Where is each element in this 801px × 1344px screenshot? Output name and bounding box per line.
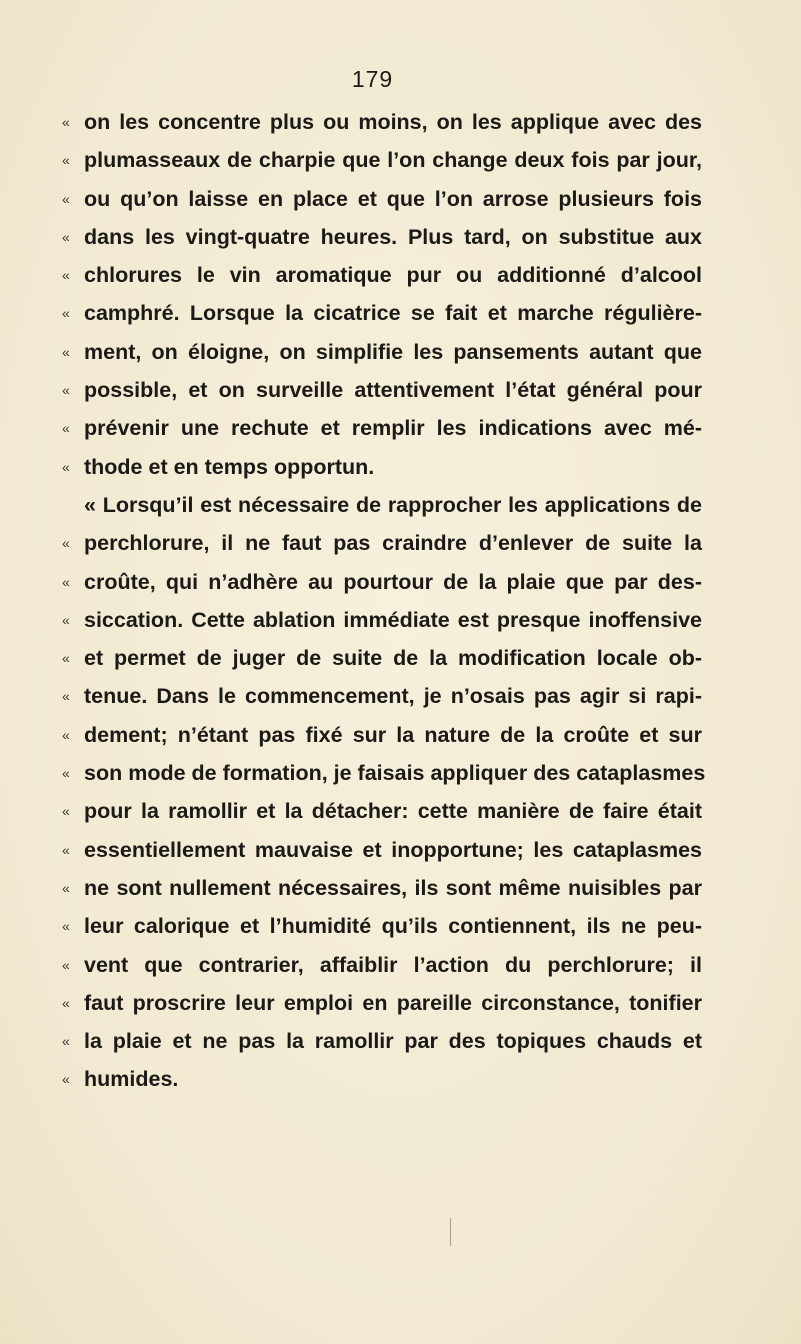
line-quote-mark: « <box>62 458 70 475</box>
line-text: camphré. Lorsque la cicatrice se fait et marche régulière- <box>84 301 702 326</box>
text-line <box>62 639 702 677</box>
text-line <box>62 716 702 754</box>
line-quote-mark: « <box>62 305 70 322</box>
text-line <box>62 409 702 447</box>
print-speck <box>450 1218 451 1246</box>
line-text: faut proscrire leur emploi en pareille circonstance, tonifier <box>84 990 702 1015</box>
line-text: possible, et on surveille attentivement l’état général pour <box>84 378 702 403</box>
text-line <box>62 218 702 256</box>
line-text: vent que contrarier, affaiblir l’action du perchlorure; il <box>84 952 702 977</box>
line-quote-mark: « <box>62 803 70 820</box>
text-line <box>62 141 702 179</box>
text-line <box>62 524 702 562</box>
text-line <box>62 563 702 601</box>
line-text: dans les vingt-quatre heures. Plus tard, on substitue aux <box>84 224 702 249</box>
text-line <box>62 601 702 639</box>
text-line <box>62 180 702 218</box>
text-line <box>62 256 702 294</box>
text-line <box>62 1060 702 1098</box>
line-text: dement; n’étant pas fixé sur la nature de la croûte et sur <box>84 722 702 747</box>
line-text: prévenir une rechute et remplir les indications avec mé- <box>84 416 702 441</box>
line-quote-mark: « <box>62 573 70 590</box>
line-quote-mark: « <box>62 688 70 705</box>
line-quote-mark: « <box>62 956 70 973</box>
text-line <box>62 754 706 792</box>
text-line <box>62 677 702 715</box>
line-quote-mark: « <box>62 879 70 896</box>
line-quote-mark: « <box>62 650 70 667</box>
line-quote-mark: « <box>62 228 70 245</box>
text-line <box>62 1022 702 1060</box>
line-text: chlorures le vin aromatique pur ou additionné d’alcool <box>84 263 702 288</box>
line-quote-mark: « <box>62 918 70 935</box>
text-line <box>62 869 702 907</box>
paragraph-start-line <box>62 486 702 524</box>
line-quote-mark: « <box>62 1033 70 1050</box>
line-text: leur calorique et l’humidité qu’ils contiennent, ils ne peu- <box>84 914 702 939</box>
line-text: « Lorsqu’il est nécessaire de rapprocher les applications de <box>84 492 702 517</box>
line-quote-mark: « <box>62 190 70 207</box>
page-number-text: 179 <box>351 66 394 92</box>
line-text: la plaie et ne pas la ramollir par des topiques chauds et <box>84 1029 702 1054</box>
line-quote-mark: « <box>62 994 70 1011</box>
text-line <box>62 946 702 984</box>
line-text: tenue. Dans le commencement, je n’osais pas agir si rapi- <box>84 684 702 709</box>
line-text: ment, on éloigne, on simplifie les pansements autant que <box>84 339 702 364</box>
line-text: ou qu’on laisse en place et que l’on arrose plusieurs fois <box>84 186 702 211</box>
text-line <box>62 792 702 830</box>
line-quote-mark: « <box>62 535 70 552</box>
text-line <box>62 907 702 945</box>
line-quote-mark: « <box>62 420 70 437</box>
line-text: croûte, qui n’adhère au pourtour de la plaie que par des- <box>84 569 702 594</box>
page-number <box>0 66 801 93</box>
text-line <box>62 333 702 371</box>
line-text: pour la ramollir et la détacher: cette manière de faire était <box>84 799 702 824</box>
text-line <box>62 371 702 409</box>
line-quote-mark: « <box>62 765 70 782</box>
body-text <box>62 103 706 1099</box>
text-line <box>62 103 702 141</box>
line-quote-mark: « <box>62 343 70 360</box>
line-quote-mark: « <box>62 1071 70 1088</box>
line-text: thode et en temps opportun. <box>84 454 375 479</box>
line-text: et permet de juger de suite de la modification locale ob- <box>84 646 702 671</box>
line-quote-mark: « <box>62 114 70 130</box>
line-text: plumasseaux de charpie que l’on change deux fois par jour, <box>84 148 702 173</box>
text-line <box>62 294 702 332</box>
line-text: essentiellement mauvaise et inopportune; les cataplasmes <box>84 837 702 862</box>
line-text: siccation. Cette ablation immédiate est presque inoffensive <box>84 607 702 632</box>
line-quote-mark: « <box>62 841 70 858</box>
text-line <box>62 831 702 869</box>
line-quote-mark: « <box>62 152 70 169</box>
text-line <box>62 984 702 1022</box>
line-quote-mark: « <box>62 726 70 743</box>
line-text: son mode de formation, je faisais appliquer des cataplasmes <box>84 761 706 786</box>
line-text: ne sont nullement nécessaires, ils sont même nuisibles par <box>84 875 702 900</box>
line-text: humides. <box>84 1067 179 1092</box>
text-line <box>62 448 702 486</box>
line-quote-mark: « <box>62 382 70 399</box>
line-quote-mark: « <box>62 611 70 628</box>
line-text: perchlorure, il ne faut pas craindre d’enlever de suite la <box>84 531 702 556</box>
line-text: on les concentre plus ou moins, on les applique avec des <box>84 110 702 134</box>
line-quote-mark: « <box>62 267 70 284</box>
